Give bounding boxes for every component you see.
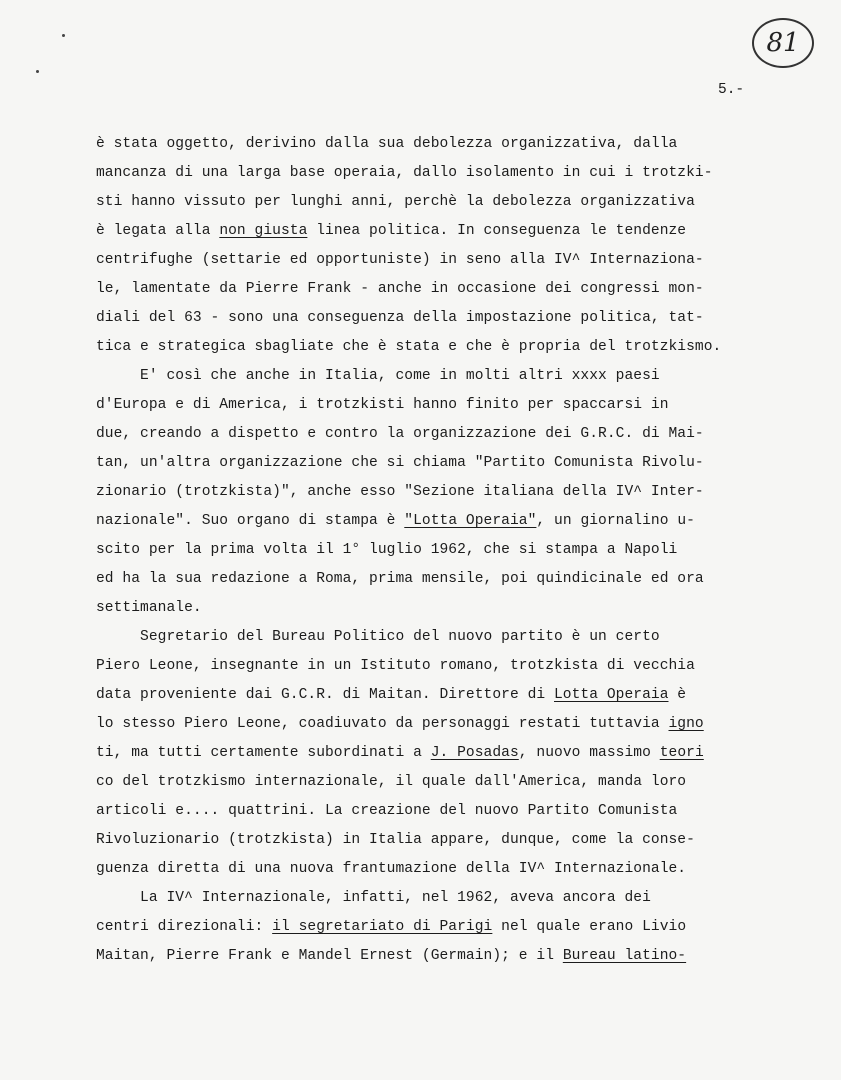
text-line: Maitan, Pierre Frank e Mandel Ernest (Germain); e il Bureau latino- [96, 948, 687, 964]
text-line: nazionale". Suo organo di stampa è "Lotta Operaia", un giornalino u- [96, 513, 695, 529]
text-line: diali del 63 - sono una conseguenza della impostazione politica, tat- [96, 310, 704, 326]
text-line: le, lamentate da Pierre Frank - anche in occasione dei congressi mon- [96, 281, 704, 297]
text-line: E' così che anche in Italia, come in molti altri xxxx paesi [96, 368, 660, 384]
text-line: Piero Leone, insegnante in un Istituto romano, trotzkista di vecchia [96, 658, 695, 674]
text-line: La IV^ Internazionale, infatti, nel 1962, aveva ancora dei [96, 890, 651, 906]
text-line: ti, ma tutti certamente subordinati a J. Posadas, nuovo massimo teori [96, 745, 704, 761]
text-line: è legata alla non giusta linea politica. In conseguenza le tendenze [96, 223, 687, 239]
text-line: mancanza di una larga base operaia, dallo isolamento in cui i trotzki- [96, 165, 713, 181]
text-line: ed ha la sua redazione a Roma, prima mensile, poi quindicinale ed ora [96, 571, 704, 587]
archive-stamp: 81 [752, 18, 814, 68]
text-line: tan, un'altra organizzazione che si chiama "Partito Comunista Rivolu- [96, 455, 704, 471]
text-line: data proveniente dai G.C.R. di Maitan. Direttore di Lotta Operaia è [96, 687, 687, 703]
text-line: centrifughe (settarie ed opportuniste) in seno alla IV^ Internaziona- [96, 252, 704, 268]
text-line: Rivoluzionario (trotzkista) in Italia appare, dunque, come la conse- [96, 832, 695, 848]
text-line: due, creando a dispetto e contro la organizzazione dei G.R.C. di Mai- [96, 426, 704, 442]
text-line: centri direzionali: il segretariato di Parigi nel quale erano Livio [96, 919, 687, 935]
text-line: settimanale. [96, 600, 202, 616]
text-line: guenza diretta di una nuova frantumazione della IV^ Internazionale. [96, 861, 687, 877]
page-number: 5.- [718, 82, 745, 98]
text-line: co del trotzkismo internazionale, il quale dall'America, manda loro [96, 774, 687, 790]
text-line: Segretario del Bureau Politico del nuovo partito è un certo [96, 629, 660, 645]
scan-speck [62, 34, 65, 37]
text-line: articoli e.... quattrini. La creazione del nuovo Partito Comunista [96, 803, 678, 819]
text-line: è stata oggetto, derivino dalla sua debolezza organizzativa, dalla [96, 136, 678, 152]
text-line: tica e strategica sbagliate che è stata e che è propria del trotzkismo. [96, 339, 722, 355]
scan-speck [36, 70, 39, 73]
text-line: lo stesso Piero Leone, coadiuvato da personaggi restati tuttavia igno [96, 716, 704, 732]
text-line: zionario (trotzkista)", anche esso "Sezione italiana della IV^ Inter- [96, 484, 704, 500]
text-line: scito per la prima volta il 1° luglio 1962, che si stampa a Napoli [96, 542, 678, 558]
text-line: sti hanno vissuto per lunghi anni, perchè la debolezza organizzativa [96, 194, 695, 210]
text-line: d'Europa e di America, i trotzkisti hanno finito per spaccarsi in [96, 397, 669, 413]
